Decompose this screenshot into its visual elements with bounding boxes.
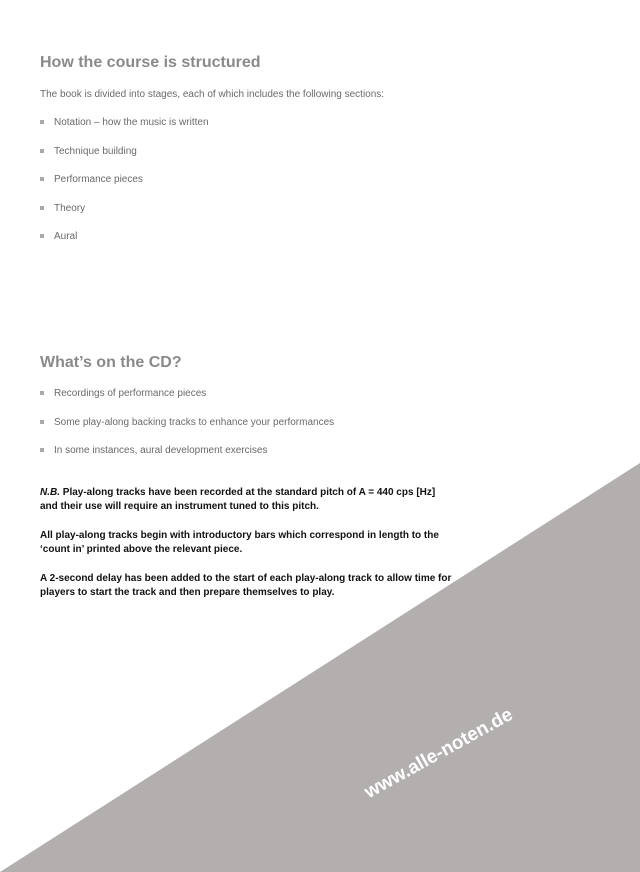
note-line: Play-along tracks have been recorded at the standard pitch of A = 440 cps [Hz] — [60, 487, 436, 498]
section-intro: The book is divided into stages, each of which includes the following sections: — [40, 89, 385, 100]
list-item-text: Theory — [54, 202, 86, 214]
note-line: and their use will require an instrument tuned to this pitch. — [40, 501, 319, 512]
list-item-text: Performance pieces — [54, 174, 143, 186]
list-item-text: In some instances, aural development exercises — [54, 445, 268, 457]
section-title-cd: What’s on the CD? — [40, 354, 182, 371]
list-item-text: Technique building — [54, 145, 137, 157]
list-item-text: Notation – how the music is written — [54, 117, 209, 128]
note-line: players to start the track and then prepare themselves to play. — [40, 587, 335, 598]
list-item-text: Some play-along backing tracks to enhance your performances — [54, 416, 335, 428]
note-line: A 2-second delay has been added to the start of each play-along track to allow time for — [40, 573, 452, 584]
watermark-text: www.alle-noten.de — [361, 704, 517, 804]
note-line: ‘count in’ printed above the relevant piece. — [40, 544, 243, 555]
note-line: All play-along tracks begin with introductory bars which correspond in length to the — [40, 530, 439, 541]
list-item-text: Aural — [54, 231, 78, 243]
section-title-course-structure: How the course is structured — [40, 54, 261, 71]
watermark-triangle — [0, 463, 640, 872]
note-nb-label: N.B. — [40, 487, 60, 498]
list-item-text: Recordings of performance pieces — [54, 388, 207, 399]
